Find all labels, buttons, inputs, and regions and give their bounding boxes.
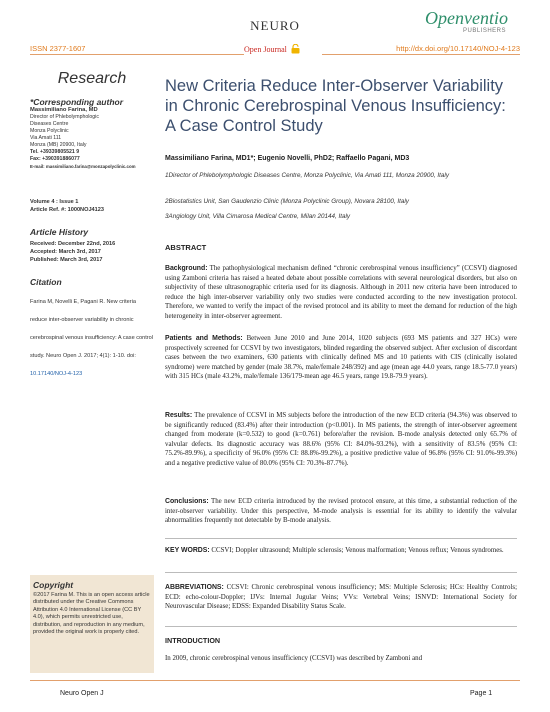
citation (30, 277, 154, 380)
corr-heading: *Corresponding author (30, 97, 124, 107)
corr-line: Monza Polyclinic (30, 128, 69, 134)
journal-name: NEURO (250, 18, 300, 33)
issn: ISSN 2377-1607 (30, 44, 86, 53)
footer-journal: Neuro Open J (60, 690, 104, 697)
copyright-heading: Copyright (33, 580, 74, 590)
divider (165, 538, 517, 539)
copyright-text: ©2017 Farina M. This is an open access article distributed under the Creative Commons Attribution 4.0 International License (CC BY 4.0), which permits unrestricted use, distribution, and reproduction in any medium, provided the original work is properly cited. (33, 592, 150, 636)
abstract-results (165, 411, 517, 468)
background-text: The pathophysiological mechanism defined “chronic cerebrospinal venous insufficiency” (CCSVI) diagnosed using Zamboni criteria has raised a heated debate about possible correlations with several neurological disorders, but also on subjectivity of these ultrasonographic criteria used for its diagnosis. Although in 2011 new criteria have been introduced to reduce the high inter-observer variability only two studies were conducted according to the new investigation protocol. Therefore, we wanted to verify the impact of the revised protocol and its ability to meet the demand for reduction of the high heterogeneity in inter-observer agreement. (165, 265, 517, 320)
logo-subtext: PUBLISHERS (462, 28, 506, 34)
abstract-conclusions (165, 497, 517, 526)
copyright-box (30, 575, 154, 673)
history-heading: Article History (30, 227, 89, 237)
open-journal-text: Open Journal (244, 45, 287, 54)
results-label: Results: (165, 412, 193, 419)
affiliation-1: 1Director of Phlebolymphologic Diseases Centre, Monza Polyclinic, Via Amati 111, Monza 20900, Italy (165, 172, 449, 179)
volume-issue: Volume 4 : Issue 1 (30, 199, 79, 205)
conclusions-text: The new ECD criteria introduced by the revised protocol ensure, at this time, a substantial reduction of the inter-observer variability. Under this perspective, M-mode analysis is essential for its ability to identify the valvular abnormalities frequently not detectable by B-mode analysis. (165, 498, 517, 524)
open-lock-icon (291, 44, 300, 54)
volume-info (30, 198, 154, 214)
keywords-label: KEY WORDS: (165, 547, 210, 554)
abbrev-text: CCSVI: Chronic cerebrospinal venous insufficiency; MS: Multiple Sclerosis; HCs: Healthy Controls; ECD: echo-colour-Doppler; IJVs: Internal Jugular Veins; VVs: Vertebral Veins; ISNVD: International Society for Neurovascular Disease; EDSS: Expanded Disability Status Scale. (165, 584, 517, 610)
corresponding-author (30, 97, 154, 170)
affiliation-2: 2Biostatistics Unit, San Gaudenzio Clinic (Monza Polyclinic Group), Novara 28100, Italy (165, 198, 409, 205)
affiliation-3: 3Angiology Unit, Villa Cimarosa Medical Centre, Milan 20144, Italy (165, 213, 351, 220)
citation-heading: Citation (30, 277, 62, 287)
introduction-text: In 2009, chronic cerebrospinal venous insufficiency (CCSVI) was described by Zamboni and (165, 655, 423, 662)
article-ref: Article Ref. #: 1000NOJ4123 (30, 207, 105, 213)
background-label: Background: (165, 265, 208, 272)
header-rule-left (30, 54, 244, 55)
author-list: Massimiliano Farina, MD1*; Eugenio Novelli, PhD2; Raffaello Pagani, MD3 (165, 155, 410, 162)
divider (165, 572, 517, 573)
published-date: Published: March 3rd, 2017 (30, 257, 103, 263)
methods-text: Between June 2010 and June 2014, 1020 subjects (693 MS patients and 327 HCs) were prospectively screened for CCSVI by two investigators, blinded regarding the observed subject. After exclusion of discordant cases between the two examiners, 630 patients with clinically defined MS and 10 patients with CIS (clinically isolated syndrome) were matched by gender (male 38.7%, male/female 248/392) and age (mean age 44.0 years, range 18.5-77.0 years) with 315 HCs (male 43.2%, male/female 136/179-mean age 46.5 years, range 19.8-79.9 years). (165, 335, 517, 380)
corr-line: Diseases Centre (30, 121, 69, 127)
open-journal-label (244, 44, 300, 54)
doi-link[interactable]: http://dx.doi.org/10.17140/NOJ-4-123 (396, 44, 520, 53)
footer-rule (30, 680, 520, 681)
abstract-background (165, 264, 517, 321)
logo-text: Openventio (425, 8, 508, 28)
section-label: Research (57, 70, 127, 87)
abbreviations (165, 583, 517, 612)
corr-line: Via Amati 111 (30, 135, 62, 141)
introduction-heading: INTRODUCTION (165, 636, 221, 645)
header-rule-right (322, 54, 520, 55)
methods-label: Patients and Methods: (165, 335, 243, 342)
corr-name: Massimiliano Farina, MD (30, 107, 98, 113)
publisher-logo (388, 8, 508, 42)
article-history (30, 227, 154, 264)
results-text: The prevalence of CCSVI in MS subjects before the introduction of the new ECD criteria (94.3%) was observed to be significantly reduced (83.4%) after their introduction (p<0.001). In MS patients, the strength of inter-observer agreement changed from moderate (k=0.532) to good (k=0.761) before/after the revision. B-mode analysis detected only 65.7% of valvular defects. Its diagnostic accuracy was 88.6% (95% CI: 84.0%-93.2%), with a sensitivity of 83.5% (95% CI: 75.2%-89.9%), a specificity of 96.0% (95% CI: 88.8%-99.2%), a positive predictive value of 96.8% (95% CI: 91.0%-99.3%) and a negative predictive value of 80.0% (95% CI: 70.3%-87.7%). (165, 412, 517, 467)
accepted-date: Accepted: March 3rd, 2017 (30, 249, 101, 255)
corr-tel: Tel. +39339805521 9 (30, 149, 80, 155)
conclusions-label: Conclusions: (165, 498, 209, 505)
abstract-methods (165, 334, 517, 382)
corr-line: Monza (MB) 20900, Italy (30, 142, 87, 148)
corr-line: Director of Phlebolymphologic (30, 114, 99, 120)
divider (165, 626, 517, 627)
citation-text: Farina M, Novelli E, Pagani R. New criteria reduce inter-observer variability in chronic cerebrospinal venous insufficiency: A case control study. Neuro Open J. 2017; 4(1): 1-10. doi: (30, 299, 154, 359)
received-date: Received: December 22nd, 2016 (30, 241, 116, 247)
abstract-heading: ABSTRACT (165, 243, 207, 252)
corr-fax: Fax: +390391886077 (30, 156, 80, 162)
abbrev-label: ABBREVIATIONS: (165, 584, 224, 591)
keywords (165, 546, 517, 556)
corr-email[interactable]: E-mail: massimiliano.farina@monzapolyclinic.com (30, 164, 136, 169)
article-title: New Criteria Reduce Inter-Observer Variability in Chronic Cerebrospinal Venous Insufficiency: A Case Control Study (165, 77, 506, 135)
page-number: Page 1 (470, 690, 493, 697)
keywords-text: CCSVI; Doppler ultrasound; Multiple sclerosis; Venous malformation; Venous reflux; Venous syndromes. (211, 547, 504, 554)
citation-doi-link[interactable]: 10.17140/NOJ-4-123 (30, 371, 83, 377)
